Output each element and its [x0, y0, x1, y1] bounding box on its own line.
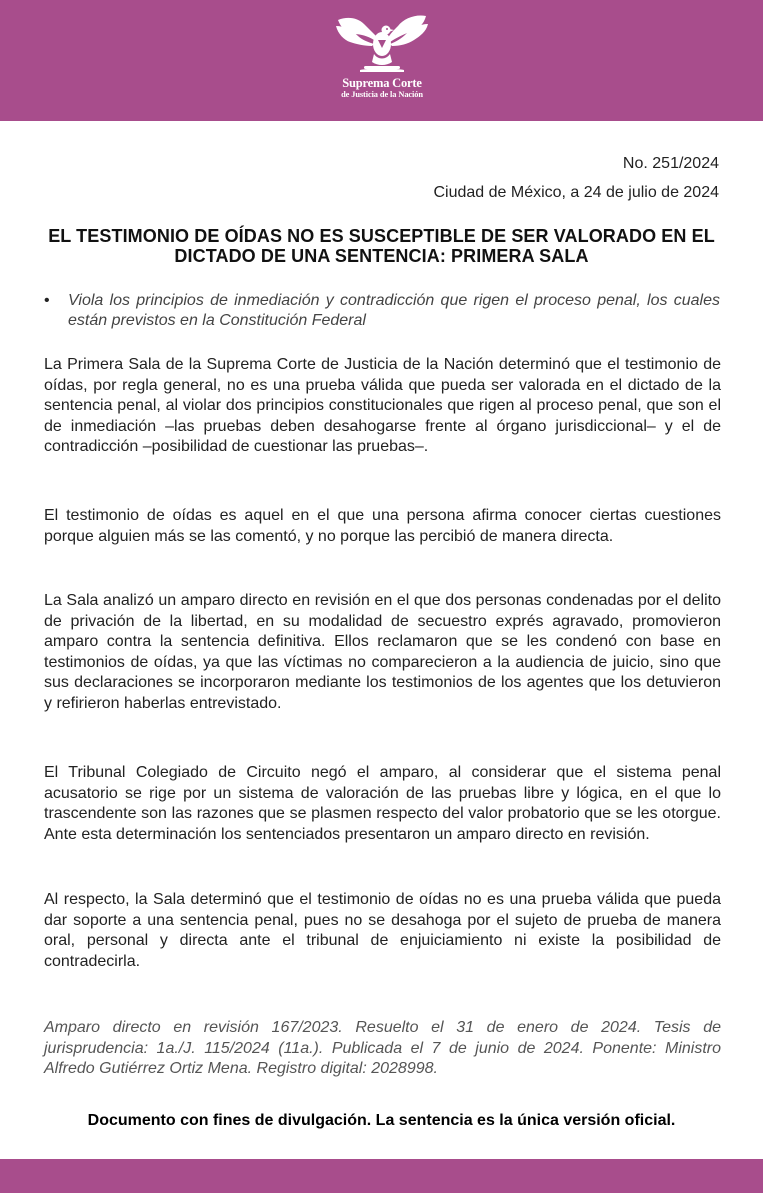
paragraph: La Sala analizó un amparo directo en revisión en el que dos personas condenadas por el delito de privación de la libertad, en su modalidad de secuestro exprés agravado, promovieron amparo contra la sentencia definitiva. Ellos reclamaron que se les condenó con base en testimonios de oídas, ya que las víctimas no comparecieron a la audiencia de juicio, sino que sus declaraciones se incorporaron mediante los testimonios de los agentes que los detuvieron y refirieron haberlas entrevistado. [44, 592, 721, 712]
logo-subtitle: de Justicia de la Nación [341, 90, 423, 99]
disclaimer: Documento con fines de divulgación. La sentencia es la única versión oficial. [87, 1112, 676, 1129]
document-title: EL TESTIMONIO DE OÍDAS NO ES SUSCEPTIBLE DE SER VALORADO EN EL DICTADO DE UNA SENTENCIA: PRIMERA SALA [48, 226, 715, 266]
paragraph: Al respecto, la Sala determinó que el testimonio de oídas no es una prueba válida que pueda dar soporte a una sentencia penal, pues no se desahoga por el sujeto de prueba de manera oral, personal y directa ante el tribunal de enjuiciamiento ni existe la posibilidad de contradecirla. [44, 891, 721, 970]
paragraph: La Primera Sala de la Suprema Corte de Justicia de la Nación determinó que el testimonio de oídas, por regla general, no es una prueba válida que pueda ser valorada en el dictado de la sentencia penal, al violar dos principios constitucionales que rigen al proceso penal, que son el de inmediación –las pruebas deben desahogarse frente al órgano jurisdiccional– y el de contradicción –posibilidad de cuestionar las pruebas–. [44, 356, 721, 455]
bullet-marker: • [44, 292, 50, 309]
eagle-seal-icon [334, 12, 430, 74]
footer-banner [0, 1159, 763, 1193]
bullet-text: Viola los principios de inmediación y contradicción que rigen el proceso penal, los cuales están previstos en la Constitución Federal [68, 292, 720, 329]
logo-name: Suprema Corte [342, 76, 422, 90]
scjn-logo [320, 12, 444, 112]
date-place: Ciudad de México, a 24 de julio de 2024 [433, 184, 719, 201]
case-citation: Amparo directo en revisión 167/2023. Resuelto el 31 de enero de 2024. Tesis de jurisprudencia: 1a./J. 115/2024 (11a.). Publicada el 7 de junio de 2024. Ponente: Ministro Alfredo Gutiérrez Ortiz Mena. Registro digital: 2028998. [44, 1019, 721, 1077]
press-release-number: No. 251/2024 [622, 155, 719, 172]
header-banner [0, 0, 763, 121]
paragraph: El Tribunal Colegiado de Circuito negó el amparo, al considerar que el sistema penal acusatorio se rige por un sistema de valoración de las pruebas libre y lógica, en el que lo trascendente son las razones que se plasmen respecto del valor probatorio que se les otorgue. Ante esta determinación los sentenciados presentaron un amparo directo en revisión. [44, 764, 721, 843]
paragraph: El testimonio de oídas es aquel en el que una persona afirma conocer ciertas cuestiones porque alguien más se las comentó, y no porque las percibió de manera directa. [44, 507, 721, 545]
